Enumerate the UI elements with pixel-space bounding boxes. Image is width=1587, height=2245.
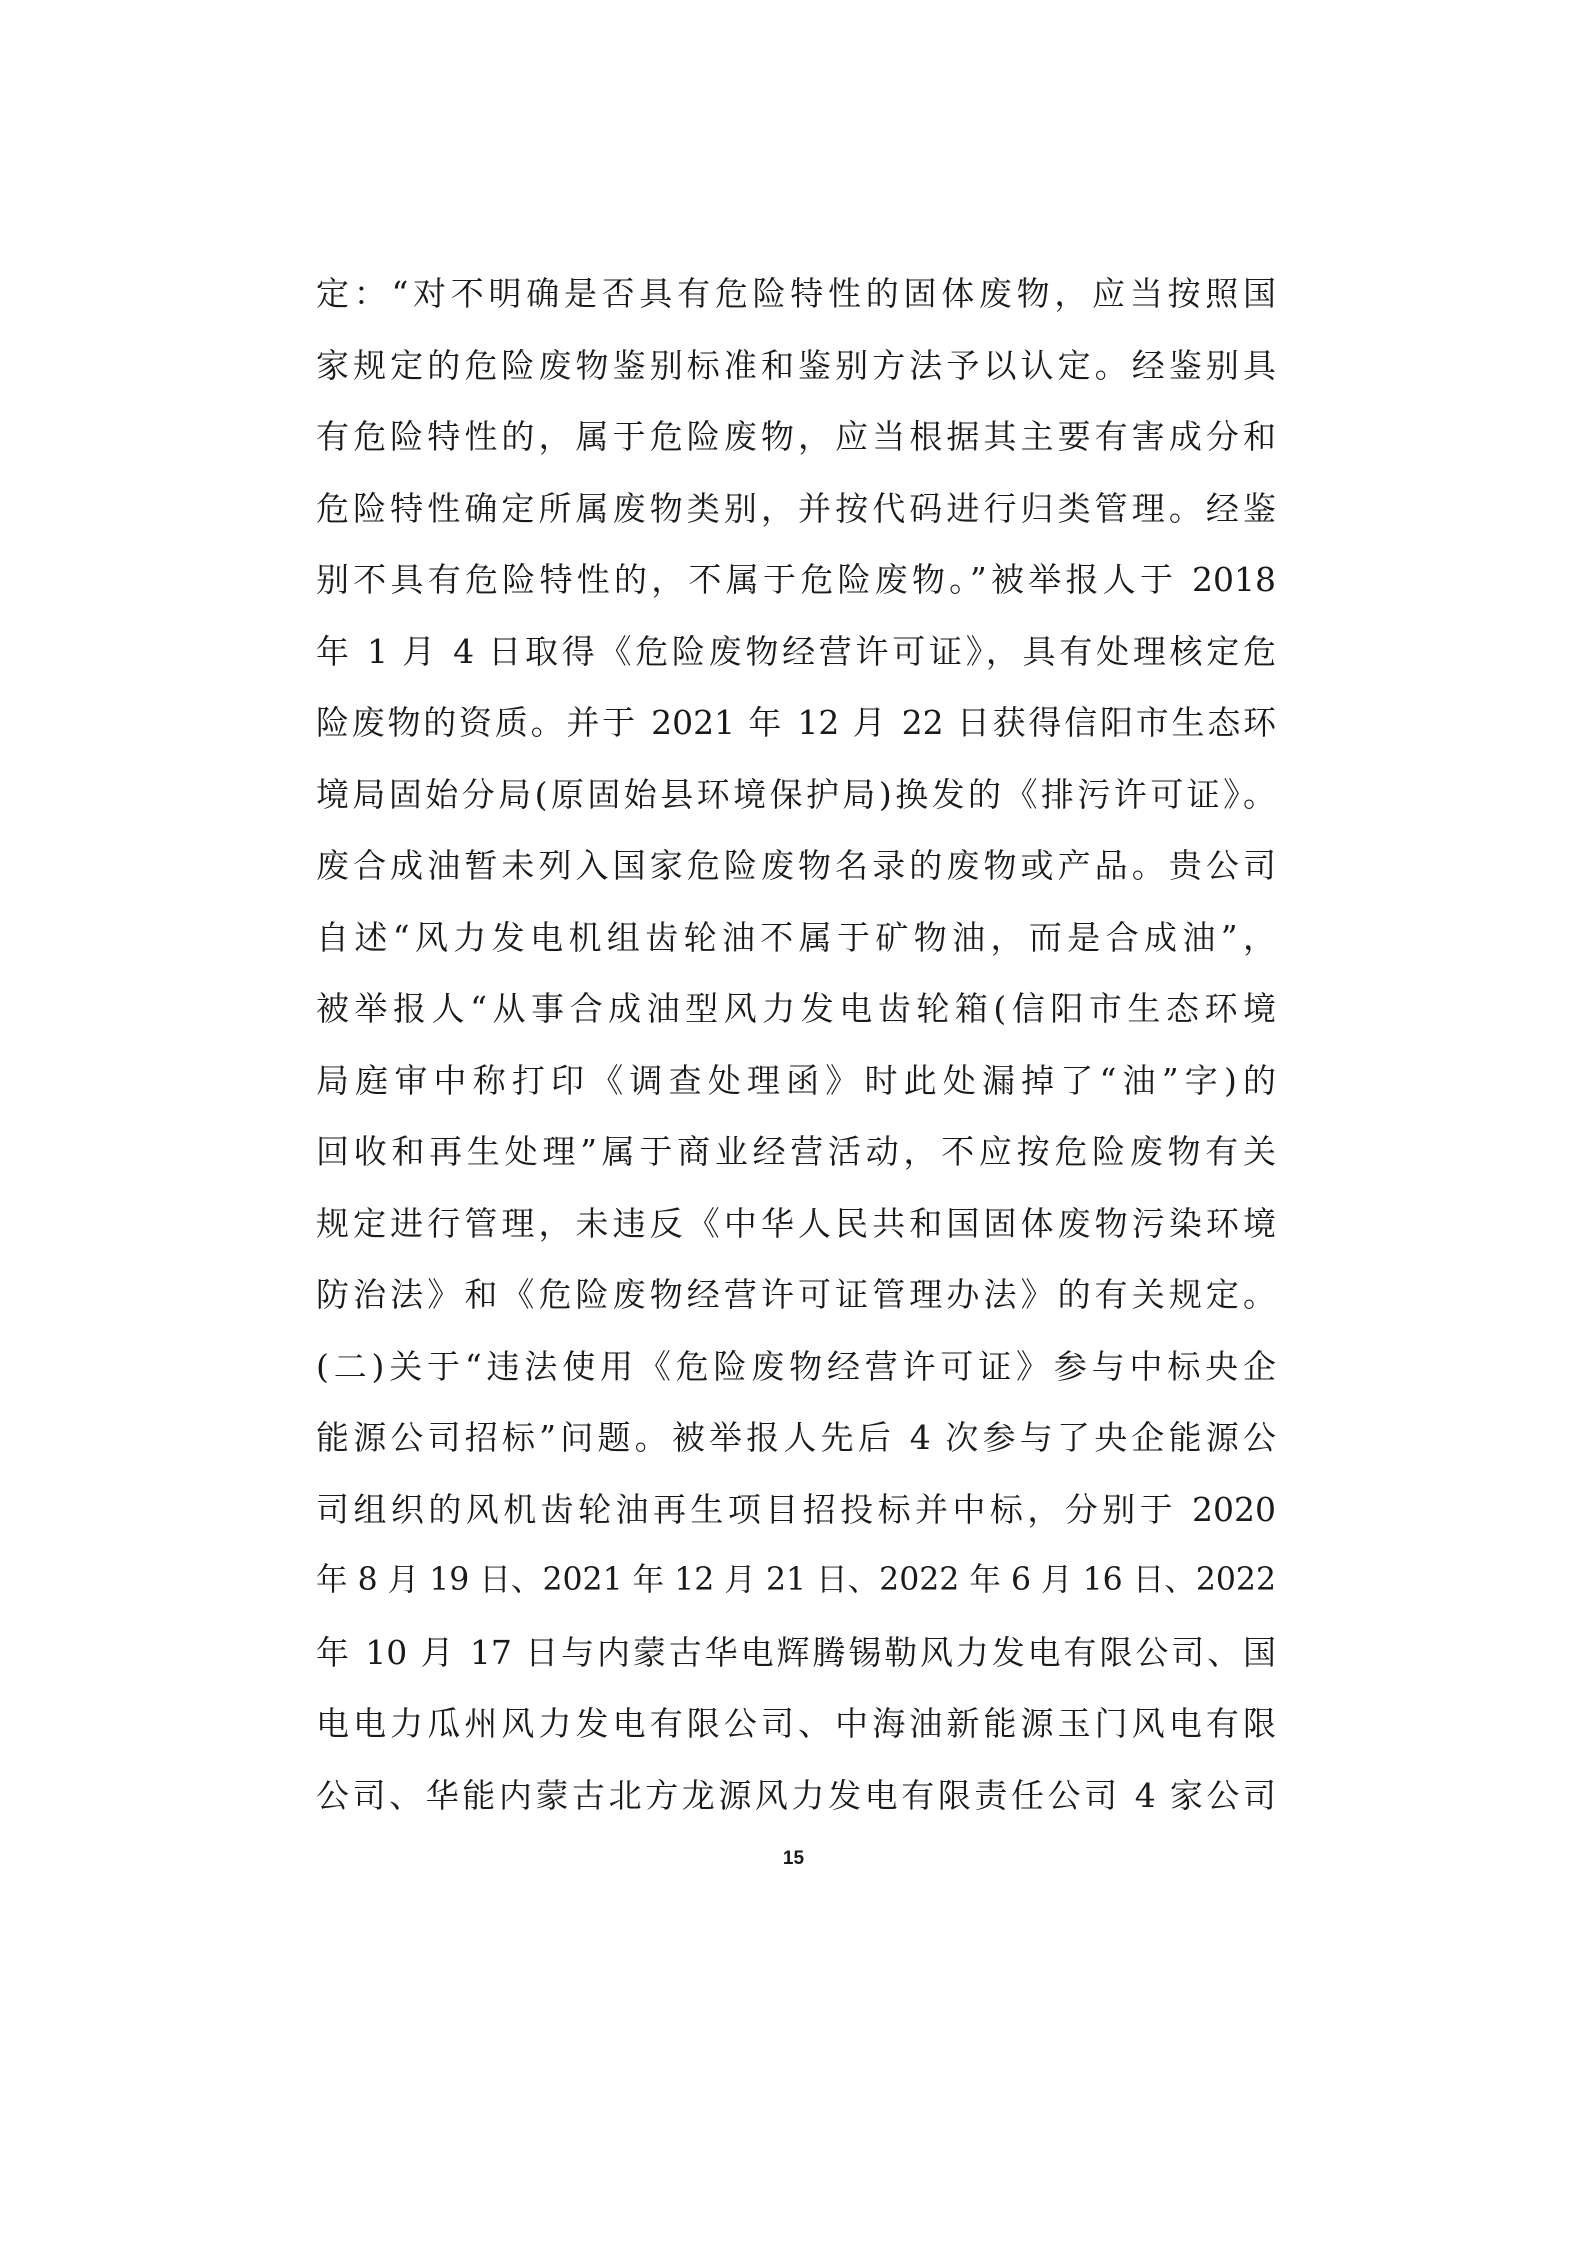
page-number: 15 <box>782 1848 805 1869</box>
text-line: 有危险特性的，属于危险废物，应当根据其主要有害成分和 <box>316 417 1276 456</box>
text-line: 司组织的风机齿轮油再生项目招投标并中标，分别于 2020 <box>316 1489 1276 1529</box>
text-line: (二)关于“违法使用《危险废物经营许可证》参与中标央企 <box>316 1346 1276 1386</box>
text-line: 自述“风力发电机组齿轮油不属于矿物油，而是合成油”， <box>316 917 1276 957</box>
text-line: 电电力瓜州风力发电有限公司、中海油新能源玉门风电有限 <box>316 1704 1276 1743</box>
text-line: 防治法》和《危险废物经营许可证管理办法》的有关规定。 <box>316 1275 1276 1314</box>
text-line: 家规定的危险废物鉴别标准和鉴别方法予以认定。经鉴别具 <box>316 345 1276 385</box>
body-text <box>316 258 1276 1831</box>
text-line: 能源公司招标”问题。被举报人先后 4 次参与了央企能源公 <box>316 1418 1276 1457</box>
text-line: 危险特性确定所属废物类别，并按代码进行归类管理。经鉴 <box>316 488 1276 528</box>
text-line: 规定进行管理，未违反《中华人民共和国固体废物污染环境 <box>316 1203 1276 1243</box>
text-line: 废合成油暂未列入国家危险废物名录的废物或产品。贵公司 <box>316 846 1276 885</box>
text-line: 年 8 月 19 日、2021 年 12 月 21 日、2022 年 6 月 16 日、2022 <box>316 1562 1276 1598</box>
text-line: 险废物的资质。并于 2021 年 12 月 22 日获得信阳市生态环 <box>316 703 1276 742</box>
text-line: 被举报人“从事合成油型风力发电齿轮箱(信阳市生态环境 <box>316 989 1276 1028</box>
text-line: 定：“对不明确是否具有危险特性的固体废物，应当按照国 <box>316 274 1276 313</box>
text-line: 别不具有危险特性的，不属于危险废物。”被举报人于 2018 <box>316 560 1276 599</box>
text-line: 境局固始分局(原固始县环境保护局)换发的《排污许可证》。 <box>316 774 1276 814</box>
text-line: 年 1 月 4 日取得《危险废物经营许可证》，具有处理核定危 <box>316 631 1276 671</box>
text-line: 局庭审中称打印《调查处理函》时此处漏掉了“油”字)的 <box>316 1060 1276 1100</box>
text-line: 年 10 月 17 日与内蒙古华电辉腾锡勒风力发电有限公司、国 <box>316 1632 1276 1672</box>
text-line: 公司、华能内蒙古北方龙源风力发电有限责任公司 4 家公司 <box>316 1775 1276 1815</box>
text-line: 回收和再生处理”属于商业经营活动，不应按危险废物有关 <box>316 1132 1276 1171</box>
